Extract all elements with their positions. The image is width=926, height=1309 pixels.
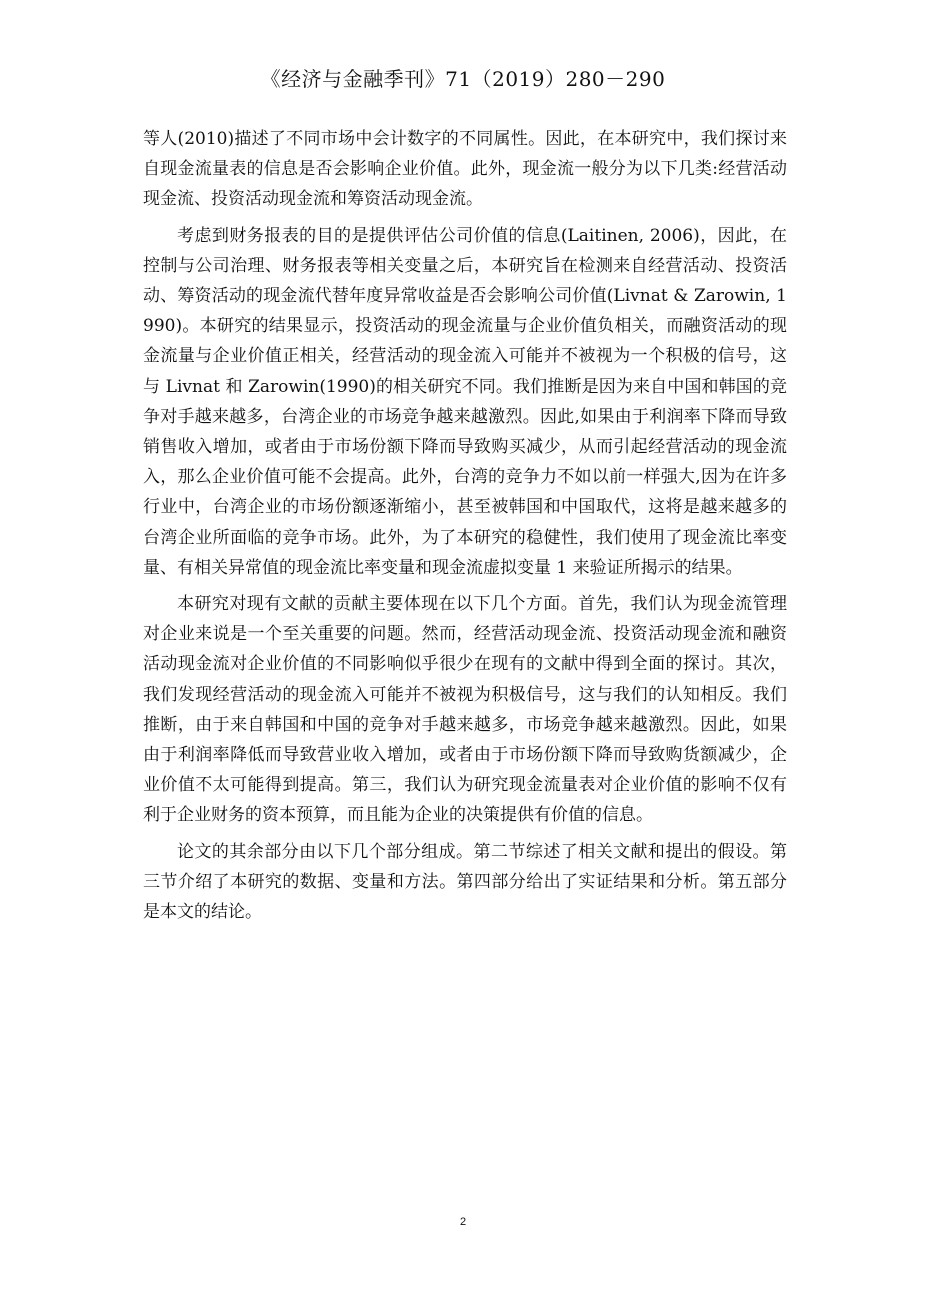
body-text [143,124,787,933]
page-number: 2 [459,1216,467,1228]
paragraph-contributions: 本研究对现有文献的贡献主要体现在以下几个方面。首先，我们认为现金流管理对企业来说是一个至关重要的问题。然而，经营活动现金流、投资活动现金流和融资活动现金流对企业价值的不同影响似乎很少在现有的文献中得到全面的探讨。其次，我们发现经营活动的现金流入可能并不被视为积极信号，这与我们的认知相反。我们推断，由于来自韩国和中国的竞争对手越来越多，市场竞争越来越激烈。因此，如果由于利润率降低而导致营业收入增加，或者由于市场份额下降而导致购货额减少，企业价值不太可能得到提高。第三，我们认为研究现金流量表对企业价值的影响不仅有利于企业财务的资本预算，而且能为企业的决策提供有价值的信息。 [143,594,787,826]
paragraph-research-purpose: 考虑到财务报表的目的是提供评估公司价值的信息(Laitinen, 2006)，因此，在控制与公司治理、财务报表等相关变量之后，本研究旨在检测来自经营活动、投资活动、筹资活动的现金流代替年度异常收益是否会影响公司价值(Livnat & Zarowin, 1990)。本研究的结果显示，投资活动的现金流量与企业价值负相关，而融资活动的现金流量与企业价值正相关，经营活动的现金流入可能并不被视为一个积极的信号，这与 Livnat 和 Zarowin(1990)的相关研究不同。我们推断是因为来自中国和韩国的竞争对手越来越多，台湾企业的市场竞争越来越激烈。因此,如果由于利润率下降而导致销售收入增加，或者由于市场份额下降而导致购买减少，从而引起经营活动的现金流入，那么企业价值可能不会提高。此外，台湾的竞争力不如以前一样强大,因为在许多行业中，台湾企业的市场份额逐渐缩小，甚至被韩国和中国取代，这将是越来越多的台湾企业所面临的竞争市场。此外，为了本研究的稳健性，我们使用了现金流比率变量、有相关异常值的现金流比率变量和现金流虚拟变量 1 来验证所揭示的结果。 [143,225,787,578]
journal-citation-header: 《经济与金融季刊》71（2019）280－290 [260,67,666,91]
paragraph-paper-structure: 论文的其余部分由以下几个部分组成。第二节综述了相关文献和提出的假设。第三节介绍了本研究的数据、变量和方法。第四部分给出了实证结果和分析。第五部分是本文的结论。 [143,841,787,923]
paragraph-continuation: 等人(2010)描述了不同市场中会计数字的不同属性。因此，在本研究中，我们探讨来自现金流量表的信息是否会影响企业价值。此外，现金流一般分为以下几类:经营活动现金流、投资活动现金流和筹资活动现金流。 [143,129,787,210]
